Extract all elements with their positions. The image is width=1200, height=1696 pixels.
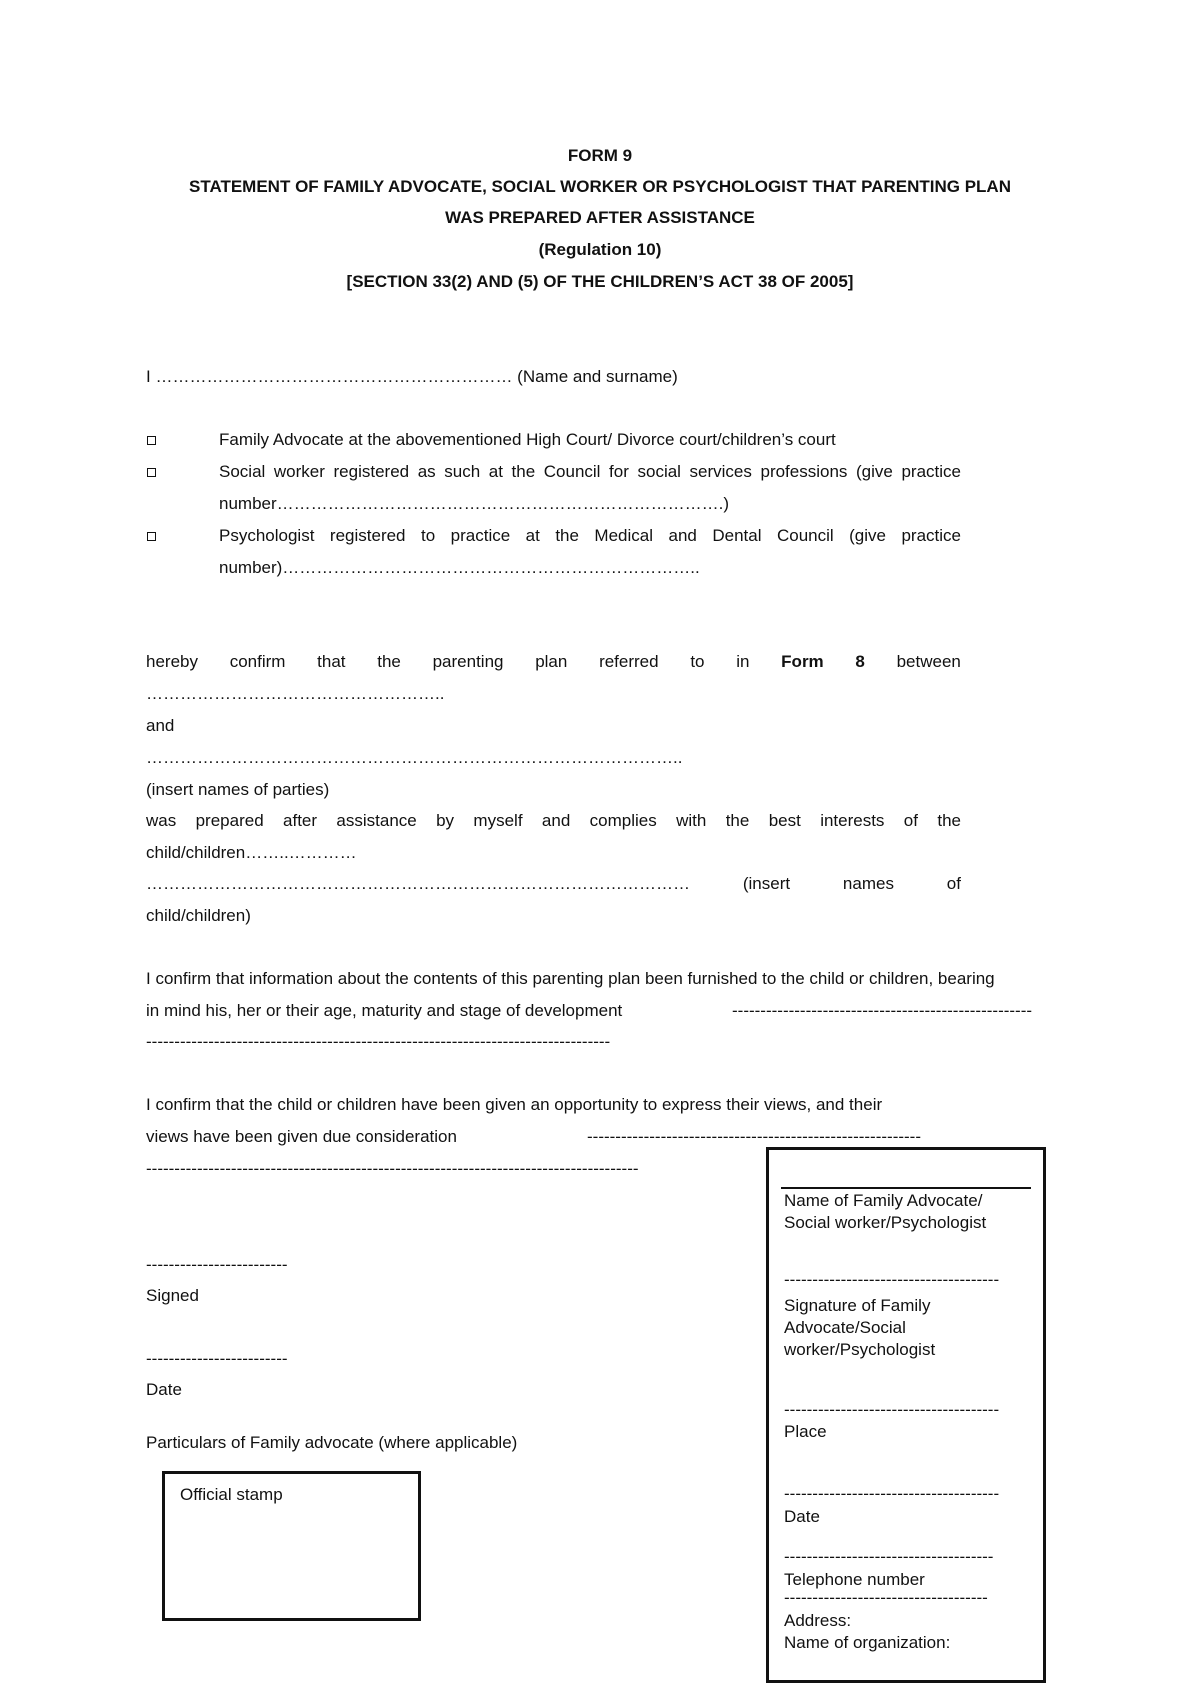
confirm-line (146, 652, 961, 672)
party-one-field[interactable]: …………………………………………….. (146, 684, 445, 703)
name-underline (781, 1187, 1031, 1189)
word: best (768, 811, 801, 830)
signature-label-line2: Advocate/Social (784, 1318, 906, 1337)
section-reference: [SECTION 33(2) AND (5) OF THE CHILDREN’S ACT 38 OF 2005] (346, 272, 854, 291)
date-label: Date (146, 1380, 182, 1399)
name-label-line1: Name of Family Advocate/ (784, 1191, 983, 1210)
checkbox-psychologist[interactable] (147, 532, 156, 541)
date-label-right: Date (784, 1507, 820, 1526)
telephone-field[interactable]: ------------------------------------- (784, 1547, 994, 1566)
word: the (725, 811, 750, 830)
word: referred (599, 652, 659, 671)
word: myself (473, 811, 523, 830)
word: names (842, 874, 894, 893)
place-field[interactable]: -------------------------------------- (784, 1400, 1000, 1419)
word: hereby (146, 652, 198, 671)
date-field[interactable]: ------------------------- (146, 1349, 288, 1368)
views-confirm-signature-field-cont[interactable]: --------------------------------------------------------------------------------------- (146, 1159, 639, 1178)
particulars-label: Particulars of Family advocate (where applicable) (146, 1433, 518, 1452)
word: and (541, 811, 571, 830)
address-label: Address: (784, 1611, 852, 1630)
telephone-label: Telephone number (784, 1570, 925, 1589)
checkbox-social-worker[interactable] (147, 468, 156, 477)
name-surname-field[interactable]: I ……………………………………………………… (Name and surname) (146, 367, 678, 386)
word: between (896, 652, 961, 671)
word: complies (589, 811, 657, 830)
form-reference-number: 8 (855, 652, 865, 671)
option-family-advocate: Family Advocate at the abovementioned High Court/ Divorce court/children’s court (219, 430, 836, 449)
option-psychologist: Psychologist registered to practice at the Medical and Dental Council (give practice (219, 526, 961, 545)
organization-label: Name of organization: (784, 1633, 951, 1652)
word: by (436, 811, 455, 830)
word: confirm (229, 652, 286, 671)
views-confirm-signature-field[interactable]: ----------------------------------------------------------- (587, 1127, 922, 1146)
form-number: FORM 9 (567, 146, 633, 165)
info-confirm-signature-field-cont[interactable]: ---------------------------------------------------------------------------------- (146, 1032, 611, 1051)
signature-label-line3: worker/Psychologist (784, 1340, 936, 1359)
word: in (736, 652, 750, 671)
place-label: Place (784, 1422, 827, 1441)
word: of (946, 874, 961, 893)
date-field-right[interactable]: -------------------------------------- (784, 1484, 1000, 1503)
views-confirm-line2: views have been given due consideration (146, 1127, 457, 1146)
word: was (146, 811, 177, 830)
form-reference-word: Form (781, 652, 824, 671)
form-title-line2: WAS PREPARED AFTER ASSISTANCE (445, 208, 755, 227)
children-names-line (146, 874, 961, 894)
signature-label-line1: Signature of Family (784, 1296, 931, 1315)
official-stamp-box[interactable] (162, 1471, 421, 1621)
signature-field[interactable]: -------------------------------------- (784, 1270, 1000, 1289)
address-field[interactable]: ------------------------------------ (784, 1588, 988, 1607)
word: prepared (195, 811, 264, 830)
word: with (676, 811, 707, 830)
word: the (937, 811, 961, 830)
word: to (690, 652, 705, 671)
word: interests (820, 811, 885, 830)
info-confirm-line1: I confirm that information about the contents of this parenting plan been furnished to the child or children, bearing (146, 969, 995, 988)
views-confirm-line1: I confirm that the child or children have been given an opportunity to express their views, and their (146, 1095, 883, 1114)
insert-parties-hint: (insert names of parties) (146, 780, 330, 799)
word: plan (535, 652, 568, 671)
word: assistance (336, 811, 417, 830)
party-two-field[interactable]: ………………………………………………………………………………….. (146, 748, 683, 767)
option-social-worker: Social worker registered as such at the Council for social services professions (give practice (219, 462, 961, 481)
children-names-field[interactable]: …………………………………………………………………………………… (146, 874, 690, 893)
word: (insert (742, 874, 791, 893)
children-close-text: child/children) (146, 906, 251, 925)
official-stamp-label: Official stamp (180, 1485, 283, 1504)
checkbox-family-advocate[interactable] (147, 436, 156, 445)
signed-label: Signed (146, 1286, 199, 1305)
info-confirm-line2: in mind his, her or their age, maturity and stage of development (146, 1001, 623, 1020)
psychologist-practice-number[interactable]: number)……………………………………………………………….. (219, 558, 700, 577)
children-field[interactable]: child/children……..………… (146, 843, 357, 862)
word: that (317, 652, 346, 671)
prepared-line (146, 811, 961, 831)
info-confirm-signature-field[interactable]: ----------------------------------------------------- (732, 1001, 1033, 1020)
word: parenting (432, 652, 504, 671)
form-title-line1: STATEMENT OF FAMILY ADVOCATE, SOCIAL WORKER OR PSYCHOLOGIST THAT PARENTING PLAN (188, 177, 1011, 196)
family-advocate-details-box (766, 1147, 1046, 1683)
and-text: and (146, 716, 175, 735)
word: after (283, 811, 318, 830)
regulation: (Regulation 10) (538, 240, 662, 259)
word: the (377, 652, 401, 671)
name-label-line2: Social worker/Psychologist (784, 1213, 987, 1232)
social-worker-practice-number[interactable]: number…………………………………………………………………….) (219, 494, 730, 513)
signed-field[interactable]: ------------------------- (146, 1255, 288, 1274)
word: of (903, 811, 918, 830)
